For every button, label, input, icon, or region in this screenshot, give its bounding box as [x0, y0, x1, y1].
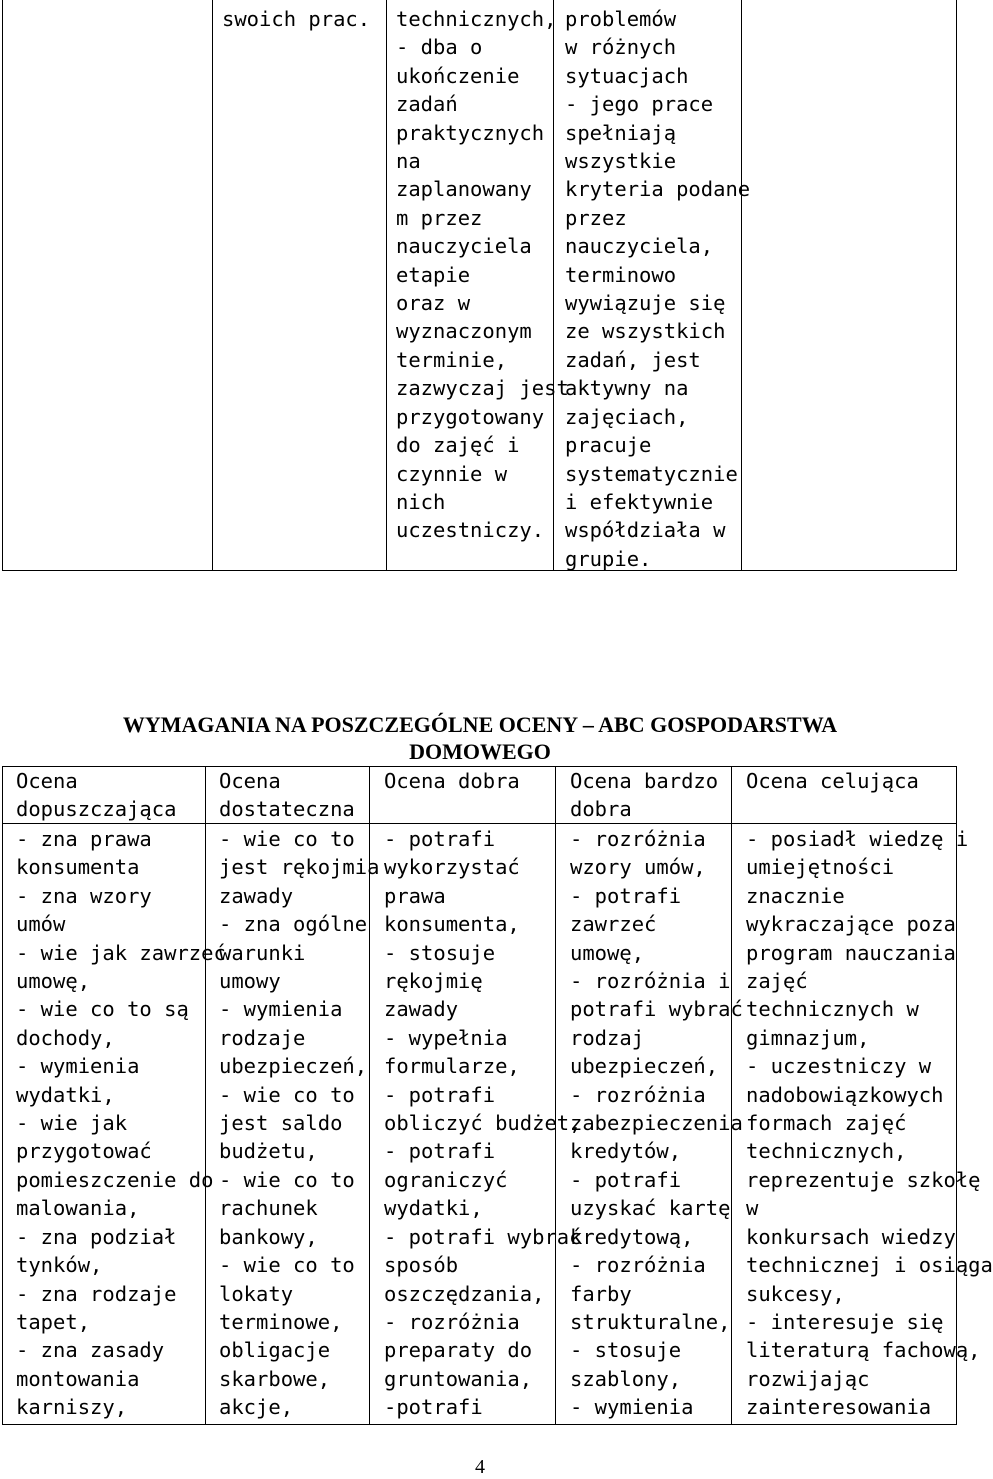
grades-table-border	[2, 766, 3, 1425]
grades-table-border	[2, 1424, 957, 1425]
top-table-border	[956, 0, 957, 571]
page-heading-line1: WYMAGANIA NA POSZCZEGÓLNE OCENY – ABC GOSPODARSTWA	[122, 712, 838, 737]
header-dobra: Ocena dobra	[384, 769, 520, 793]
cell-dobra: - potrafi wykorzystać prawa konsumenta, - stosuje rękojmię zawady - wypełnia formularze, - potrafi obliczyć budżet, - potrafi ograniczyć wydatki, - potrafi wybrać sposób oszczędzania, - rozróżnia preparaty do gruntowania, -potrafi	[384, 827, 582, 1420]
header-celujaca: Ocena celująca	[746, 769, 919, 793]
top-table-border	[212, 0, 213, 571]
header-dopuszczajaca: Ocena dopuszczająca	[16, 769, 177, 822]
cell-dopuszczajaca: - zna prawa konsumenta - zna wzory umów - wie jak zawrzeć umowę, - wie co to są dochody, - wymienia wydatki, - wie jak przygotować pomieszczenie do malowania, - zna podział tynków, - zna rodzaje tapet, - zna zasady montowania karniszy,	[16, 827, 226, 1420]
top-cell-col2: swoich prac.	[222, 7, 371, 31]
cell-dostateczna: - wie co to jest rękojmia zawady - zna ogólne warunki umowy - wymienia rodzaje ubezpieczeń, - wie co to jest saldo budżetu, - wie co to rachunek bankowy, - wie co to lokaty terminowe, obligacje skarbowe, akcje,	[219, 827, 380, 1420]
top-table-border	[2, 0, 3, 571]
cell-celujaca: - posiadł wiedzę i umiejętności znacznie wykraczające poza program nauczania zajęć technicznych w gimnazjum, - uczestniczy w nadobowiązkowych formach zajęć technicznych, reprezentuje szkołę w konkursach wiedzy technicznej i osiąga sukcesy, - interesuje się literaturą fachową, rozwijając zainteresowania	[746, 827, 993, 1420]
page-heading-line2: DOMOWEGO	[409, 739, 551, 764]
top-table-border	[386, 0, 387, 571]
header-bardzo-dobra: Ocena bardzo dobra	[570, 769, 719, 822]
cell-bardzo-dobra: - rozróżnia wzory umów, - potrafi zawrzeć umowę, - rozróżnia i potrafi wybrać rodzaj ubezpieczeń, - rozróżnia zabezpieczenia kredytów, - potrafi uzyskać kartę kredytową, - rozróżnia farby strukturalne, - stosuje szablony, - wymienia	[570, 827, 743, 1420]
top-cell-col4: problemów w różnych sytuacjach - jego prace spełniają wszystkie kryteria podane przez nauczyciela, terminowo wywiązuje się ze wszystkich zadań, jest aktywny na zajęciach, pracuje systematycznie i efektywnie współdziała w grupie.	[565, 7, 751, 571]
header-dostateczna: Ocena dostateczna	[219, 769, 355, 822]
top-cell-col3: technicznych, - dba o ukończenie zadań praktycznych na zaplanowany m przez nauczyciela etapie oraz w wyznaczonym terminie, zazwyczaj jest przygotowany do zajęć i czynnie w nich uczestniczy.	[396, 7, 569, 543]
page-number: 4	[475, 1456, 485, 1478]
top-table-border	[2, 570, 957, 571]
